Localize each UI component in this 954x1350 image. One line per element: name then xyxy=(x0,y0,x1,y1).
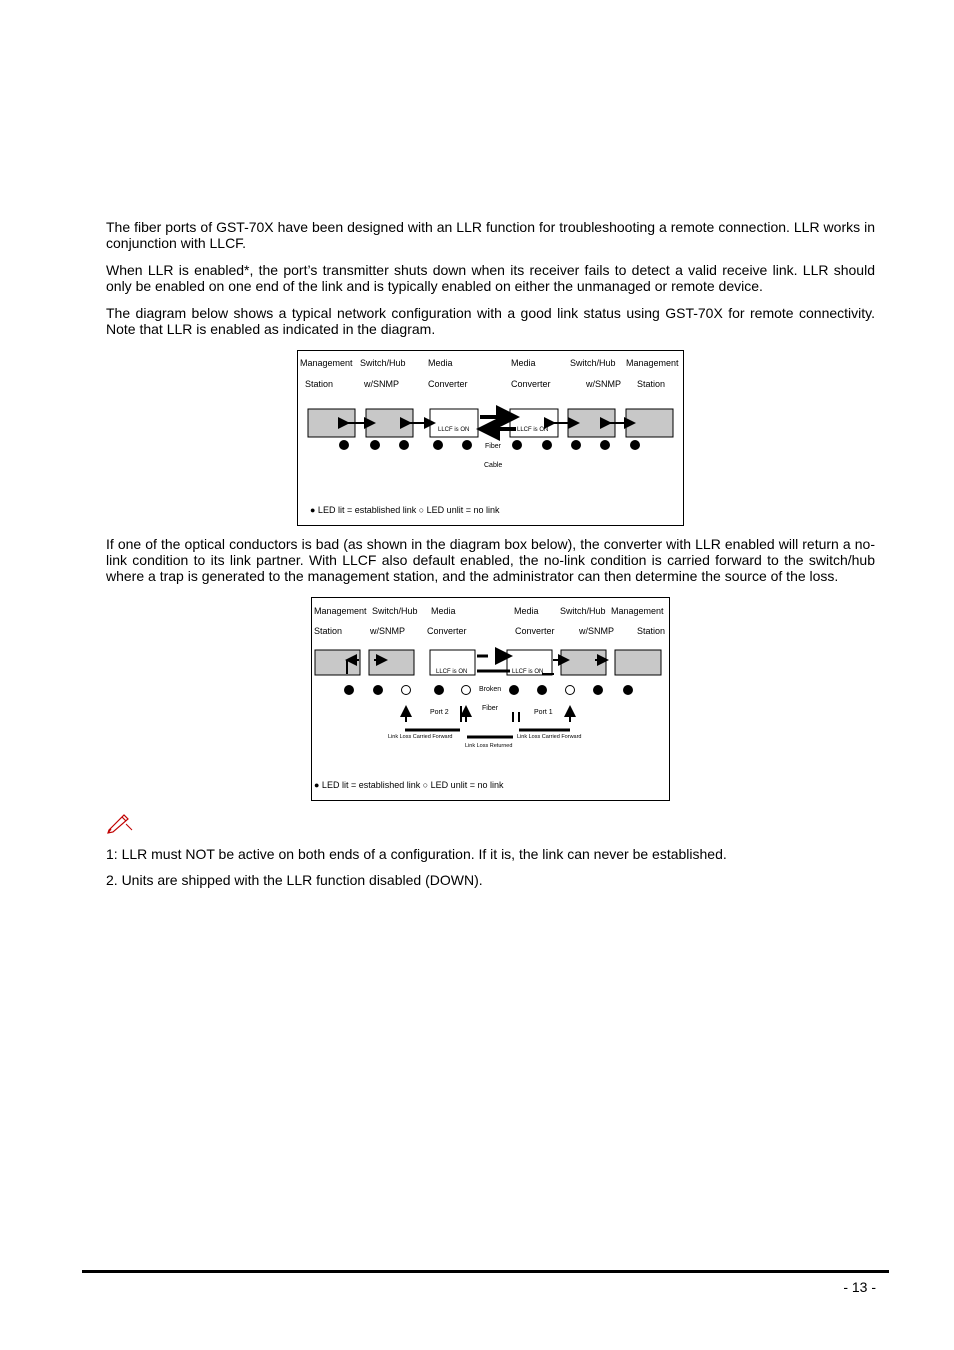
paragraph-llr-intro: The fiber ports of GST-70X have been designed with an LLR function for troubleshooting a remote connection. LLR works in conjunction with LLCF. xyxy=(106,219,875,251)
label-media-left: Media xyxy=(431,606,456,616)
led-6 xyxy=(509,685,519,695)
label-wsnmp-right: w/SNMP xyxy=(586,379,622,389)
paragraph-llr-enabled: When LLR is enabled*, the port’s transmitter shuts down when its receiver fails to detect a valid receive link. LLR should only be enabled on one end of the link and is typically enabled on either the unmanaged or remote device. xyxy=(106,262,875,294)
label-station-right: Station xyxy=(637,626,666,636)
link-loss-returned: Link Loss Returned xyxy=(465,743,513,749)
page-number: - 13 - xyxy=(843,1279,876,1295)
switch-right-box xyxy=(561,650,606,675)
label-switchhub-left: Switch/Hub xyxy=(372,606,418,616)
label-media-right: Media xyxy=(511,358,536,368)
label-converter-right: Converter xyxy=(511,379,551,389)
llcf-label-left: LLCF is ON xyxy=(436,669,468,675)
cable-label: Cable xyxy=(484,462,503,469)
note-2: 2. Units are shipped with the LLR function disabled (DOWN). xyxy=(106,872,483,888)
label-station-left: Station xyxy=(314,626,343,636)
led-1 xyxy=(339,440,349,450)
led-3 xyxy=(399,440,409,450)
management-station-left-box xyxy=(315,650,360,675)
led-2 xyxy=(373,685,383,695)
led-7 xyxy=(542,440,552,450)
label-management-right: Management xyxy=(611,606,664,616)
note-1: 1: LLR must NOT be active on both ends of a configuration. If it is, the link can never be established. xyxy=(106,846,727,862)
management-station-left-box xyxy=(308,409,355,437)
switch-left-box xyxy=(369,650,414,675)
port2-label: Port 2 xyxy=(430,709,449,716)
label-station-left: Station xyxy=(305,379,334,389)
paragraph-diagram-intro: The diagram below shows a typical network configuration with a good link status using GST-70X for remote connectivity. Note that LLR is enabled as indicated in the diagram. xyxy=(106,305,875,337)
led-6 xyxy=(512,440,522,450)
paragraph-bad-conductor: If one of the optical conductors is bad (as shown in the diagram box below), the converter with LLR enabled will return a no-link condition to its link partner. With LLCF also default enabled, the no-link condition is carried forward to the switch/hub where a trap is generated to the management station, and the administrator can then determine the source of the loss. xyxy=(106,536,875,584)
llcf-label-right: LLCF is ON xyxy=(517,427,549,433)
led-3 xyxy=(402,686,411,695)
diagram-broken-fiber xyxy=(311,597,670,801)
llcf-label-right: LLCF is ON xyxy=(512,669,544,675)
pencil-note-icon xyxy=(106,810,134,834)
legend: ● LED lit = established link ○ LED unlit = no link xyxy=(310,505,500,515)
led-8 xyxy=(566,686,575,695)
llcf-label-left: LLCF is ON xyxy=(438,427,470,433)
led-8 xyxy=(571,440,581,450)
label-wsnmp-right: w/SNMP xyxy=(579,626,615,636)
led-2 xyxy=(370,440,380,450)
carried-forward-right: Link Loss Carried Forward xyxy=(517,734,582,740)
led-7 xyxy=(537,685,547,695)
led-9 xyxy=(593,685,603,695)
footer-rule xyxy=(82,1270,889,1273)
label-switchhub-left: Switch/Hub xyxy=(360,358,406,368)
led-10 xyxy=(630,440,640,450)
broken-label: Broken xyxy=(479,686,502,693)
label-switchhub-right: Switch/Hub xyxy=(560,606,606,616)
led-4 xyxy=(434,685,444,695)
diagram-good-link xyxy=(297,350,684,526)
led-1 xyxy=(344,685,354,695)
label-converter-right: Converter xyxy=(515,626,555,636)
led-5 xyxy=(462,686,471,695)
label-wsnmp-left: w/SNMP xyxy=(364,379,400,389)
label-management-left: Management xyxy=(314,606,367,616)
label-media-right: Media xyxy=(514,606,539,616)
label-wsnmp-left: w/SNMP xyxy=(370,626,406,636)
label-management-right: Management xyxy=(626,358,679,368)
fiber-label: Fiber xyxy=(485,443,501,450)
label-media-left: Media xyxy=(428,358,453,368)
label-switchhub-right: Switch/Hub xyxy=(570,358,616,368)
led-4 xyxy=(433,440,443,450)
fiber-label: Fiber xyxy=(482,705,498,712)
label-converter-left: Converter xyxy=(428,379,468,389)
led-10 xyxy=(623,685,633,695)
label-management-left: Management xyxy=(300,358,353,368)
management-station-right-box xyxy=(615,650,661,675)
legend: ● LED lit = established link ○ LED unlit = no link xyxy=(314,780,504,790)
led-5 xyxy=(462,440,472,450)
led-9 xyxy=(600,440,610,450)
label-converter-left: Converter xyxy=(427,626,467,636)
carried-forward-left: Link Loss Carried Forward xyxy=(388,734,453,740)
port1-label: Port 1 xyxy=(534,709,553,716)
label-station-right: Station xyxy=(637,379,666,389)
